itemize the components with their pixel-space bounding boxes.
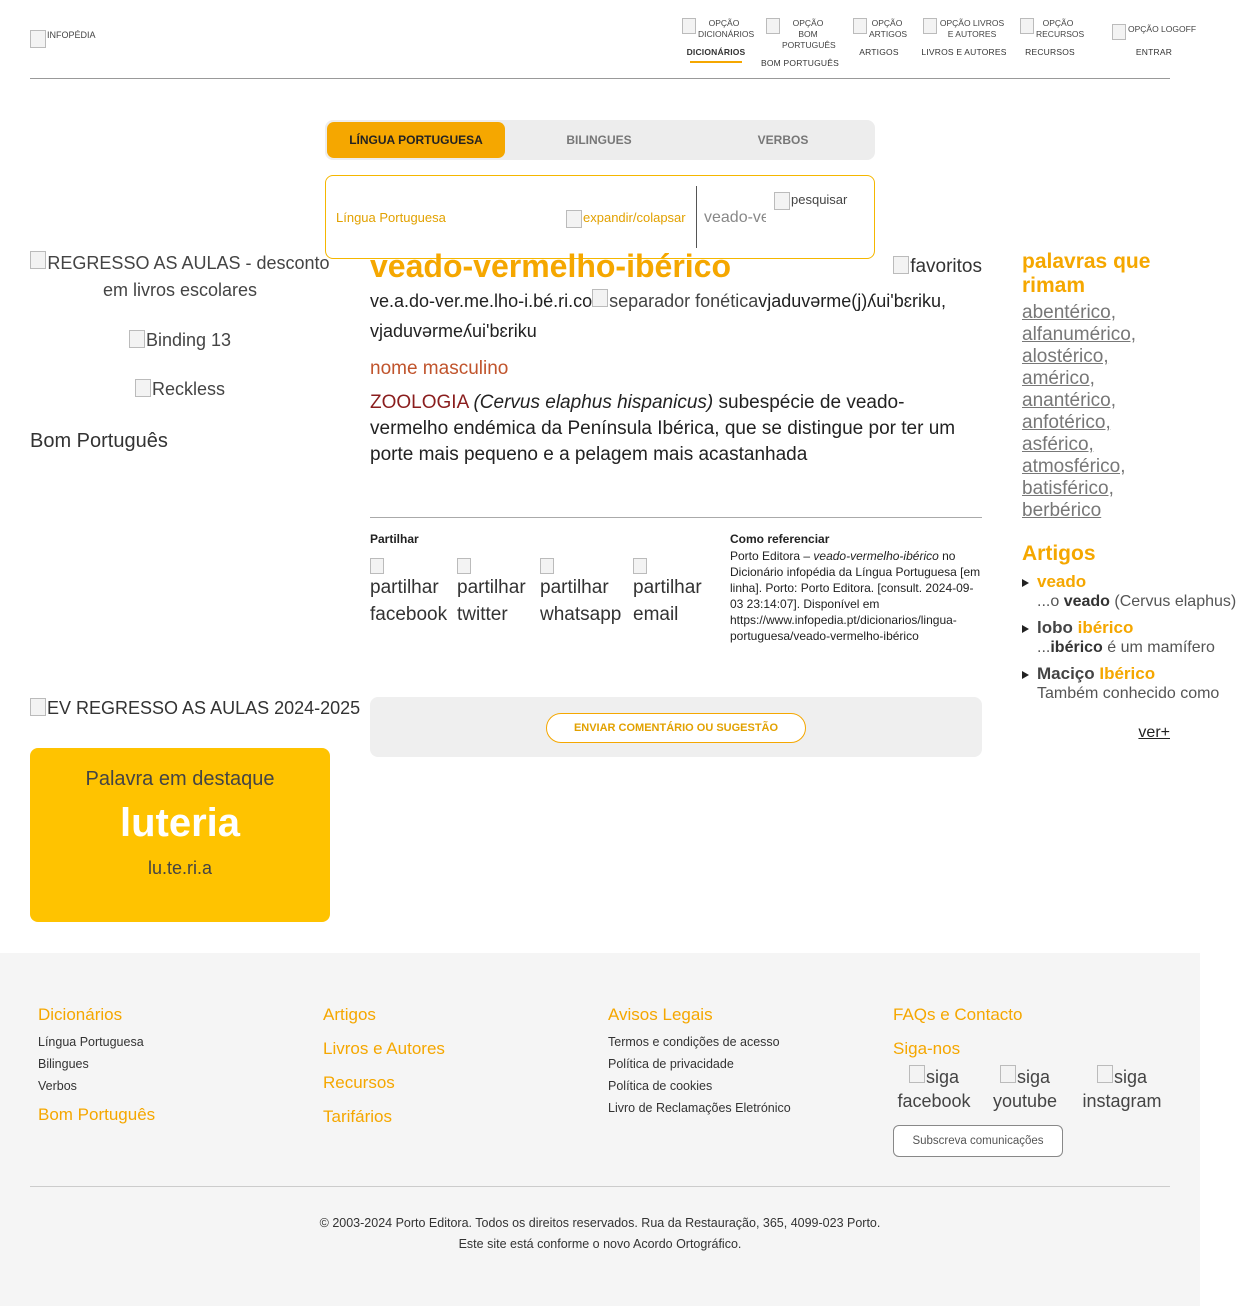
divider <box>370 517 982 518</box>
artigos-icon <box>853 18 867 34</box>
promo-banner-regresso-aulas[interactable]: EV REGRESSO AS AULAS 2024-2025 <box>30 698 360 719</box>
promo-regresso-aulas[interactable]: REGRESSO AS AULAS - desconto em livros escolares <box>30 250 330 304</box>
footer-link[interactable]: Política de privacidade <box>608 1057 734 1071</box>
dicionarios-icon <box>682 18 696 34</box>
send-comment-button[interactable]: ENVIAR COMENTÁRIO OU SUGESTÃO <box>546 713 806 743</box>
definition-domain: ZOOLOGIA <box>370 392 469 413</box>
footer-link[interactable]: Política de cookies <box>608 1079 713 1093</box>
logoff-icon <box>1112 24 1126 40</box>
bom-portugues-icon <box>766 18 780 34</box>
footer-col-avisos <box>608 1005 791 1119</box>
scientific-name: (Cervus elaphus hispanicus) <box>473 392 714 413</box>
rhyme-link[interactable]: atmosférico, <box>1022 456 1126 477</box>
instagram-icon[interactable]: siga instagram <box>1082 1067 1162 1111</box>
footer-col-dicionarios <box>38 1005 155 1125</box>
footer-dicionarios[interactable]: Dicionários <box>38 1005 123 1024</box>
share-title: Partilhar <box>370 532 419 546</box>
footer-col-contacto <box>893 1005 1169 1157</box>
subscribe-button[interactable]: Subscreva comunicações <box>893 1125 1063 1157</box>
logo[interactable]: INFOPÉDIA <box>30 30 96 48</box>
comment-box <box>370 697 982 757</box>
nav-dicionarios[interactable]: OPÇÃO DICIONÁRIOS DICIONÁRIOS <box>663 18 769 63</box>
share-twitter-icon[interactable]: partilhar twitter <box>457 558 535 628</box>
tab-verbos[interactable]: VERBOS <box>757 133 809 147</box>
left-sidebar <box>30 250 330 453</box>
phonetic-separator-icon: separador fonética <box>592 291 758 311</box>
facebook-icon[interactable]: siga facebook <box>897 1067 971 1111</box>
articles-title: Artigos <box>1022 542 1096 565</box>
youtube-icon[interactable]: siga youtube <box>992 1067 1058 1111</box>
social-links <box>893 1065 1169 1113</box>
search-box <box>325 175 875 259</box>
rhyme-link[interactable]: alfanumérico, <box>1022 324 1137 345</box>
search-input[interactable] <box>704 206 766 230</box>
rhyme-link[interactable]: anfotérico, <box>1022 412 1111 433</box>
site-footer <box>0 953 1200 1306</box>
footer-link[interactable]: Livro de Reclamações Eletrónico <box>608 1101 791 1115</box>
featured-syllables: lu.te.ri.a <box>147 858 213 878</box>
footer-siga-nos: Siga-nos <box>893 1039 961 1058</box>
rhymes-title: palavras que rimam <box>1022 250 1151 297</box>
footer-link[interactable]: Língua Portuguesa <box>38 1035 144 1049</box>
footer-recursos[interactable]: Recursos <box>323 1073 395 1092</box>
entry-headword: veado-vermelho-ibérico <box>370 248 731 284</box>
rhyme-link[interactable]: abentérico, <box>1022 302 1117 323</box>
more-articles-link[interactable]: ver+ <box>1138 724 1170 741</box>
favorites-icon[interactable]: favoritos <box>893 256 982 278</box>
footer-avisos-legais[interactable]: Avisos Legais <box>608 1005 713 1024</box>
bom-portugues-heading[interactable]: Bom Português <box>30 430 168 452</box>
pronunciation <box>370 286 970 346</box>
syllabification: ve.a.do-ver.me.lho-i.bé.ri.co <box>370 291 593 311</box>
definition-text: subespécie de veado-vermelho endémica da Península Ibérica, que se distingue por ter um porte mais pequeno e a pelagem mais acastanhada <box>370 392 956 465</box>
footer-livros-autores[interactable]: Livros e Autores <box>323 1039 445 1058</box>
footer-link[interactable]: Termos e condições de acesso <box>608 1035 780 1049</box>
share-facebook-icon[interactable]: partilhar facebook <box>370 558 452 628</box>
rhymes-list <box>1022 302 1170 522</box>
search-divider <box>696 186 697 248</box>
footer-divider <box>30 1186 1170 1187</box>
featured-title: Palavra em destaque <box>85 768 275 790</box>
search-icon[interactable]: pesquisar <box>774 192 862 218</box>
article-item[interactable]: Maciço Ibérico Também conhecido como <box>1022 664 1170 704</box>
tab-bilingues[interactable]: BILINGUES <box>566 133 632 147</box>
rhyme-link[interactable]: berbérico <box>1022 500 1102 521</box>
featured-word: luteria <box>119 801 241 845</box>
promo-reckless[interactable]: Reckless <box>30 379 330 402</box>
main-nav <box>648 18 1197 74</box>
nav-bom-portugues[interactable]: OPÇÃO BOM PORTUGUÊS BOM PORTUGUÊS <box>760 18 839 68</box>
rhyme-link[interactable]: anantérico, <box>1022 390 1117 411</box>
site-header <box>30 0 1197 79</box>
nav-recursos[interactable]: OPÇÃO RECURSOS RECURSOS <box>1012 18 1088 57</box>
footer-artigos[interactable]: Artigos <box>323 1005 376 1024</box>
footer-col-artigos <box>323 1005 445 1127</box>
definition <box>370 390 970 468</box>
tab-lingua-portuguesa[interactable]: LÍNGUA PORTUGUESA <box>327 122 505 158</box>
share-whatsapp-icon[interactable]: partilhar whatsapp <box>540 558 628 628</box>
featured-word-card[interactable] <box>30 748 330 922</box>
livros-autores-icon <box>923 18 937 34</box>
phonetic-transcription: vjaduvərme(j)ʎui'bɛriku, vjaduvərmeʎui'bɛriku <box>370 291 946 341</box>
rhyme-link[interactable]: alostérico, <box>1022 346 1109 367</box>
dictionary-tabs <box>325 120 875 160</box>
expand-collapse-icon[interactable]: expandir/colapsar <box>566 210 688 228</box>
rhyme-link[interactable]: batisférico, <box>1022 478 1114 499</box>
active-underline <box>690 61 742 63</box>
nav-entrar[interactable]: OPÇÃO LOGOFF ENTRAR <box>1112 24 1196 57</box>
footer-link[interactable]: Verbos <box>38 1079 77 1093</box>
share-email-icon[interactable]: partilhar email <box>633 558 713 628</box>
cite-title: Como referenciar <box>730 532 830 546</box>
footer-link[interactable]: Bilingues <box>38 1057 89 1071</box>
right-sidebar <box>1022 250 1236 742</box>
cite-text: Porto Editora – veado-vermelho-ibérico no Dicionário infopédia da Língua Portuguesa [em linha]. Porto: Porto Editora. [consult. 2024-09-03 23:14:07]. Disponível em https://www.infopedia.pt/dicionarios/lingua-portuguesa/veado-vermelho-ibérico <box>730 549 981 643</box>
nav-artigos[interactable]: OPÇÃO ARTIGOS ARTIGOS <box>844 18 914 57</box>
article-item[interactable]: veado ...o veado (Cervus elaphus) <box>1022 572 1170 612</box>
rhyme-link[interactable]: asférico, <box>1022 434 1094 455</box>
nav-livros-autores[interactable]: OPÇÃO LIVROS E AUTORES LIVROS E AUTORES <box>921 18 1007 57</box>
promo-binding-13[interactable]: Binding 13 <box>30 330 330 353</box>
rhyme-link[interactable]: américo, <box>1022 368 1095 389</box>
footer-copyright: © 2003-2024 Porto Editora. Todos os direitos reservados. Rua da Restauração, 365, 4099-023 Porto. Este site está conforme o novo Acordo Ortográfico. <box>319 1216 881 1251</box>
footer-faqs-contacto[interactable]: FAQs e Contacto <box>893 1005 1023 1024</box>
grammar-category: nome masculino <box>370 358 509 379</box>
footer-tarifarios[interactable]: Tarifários <box>323 1107 392 1126</box>
search-language-label[interactable]: Língua Portuguesa <box>336 210 446 225</box>
recursos-icon <box>1020 18 1034 34</box>
footer-bom-portugues[interactable]: Bom Português <box>38 1105 156 1124</box>
article-item[interactable]: lobo ibérico ...ibérico é um mamífero <box>1022 618 1170 658</box>
